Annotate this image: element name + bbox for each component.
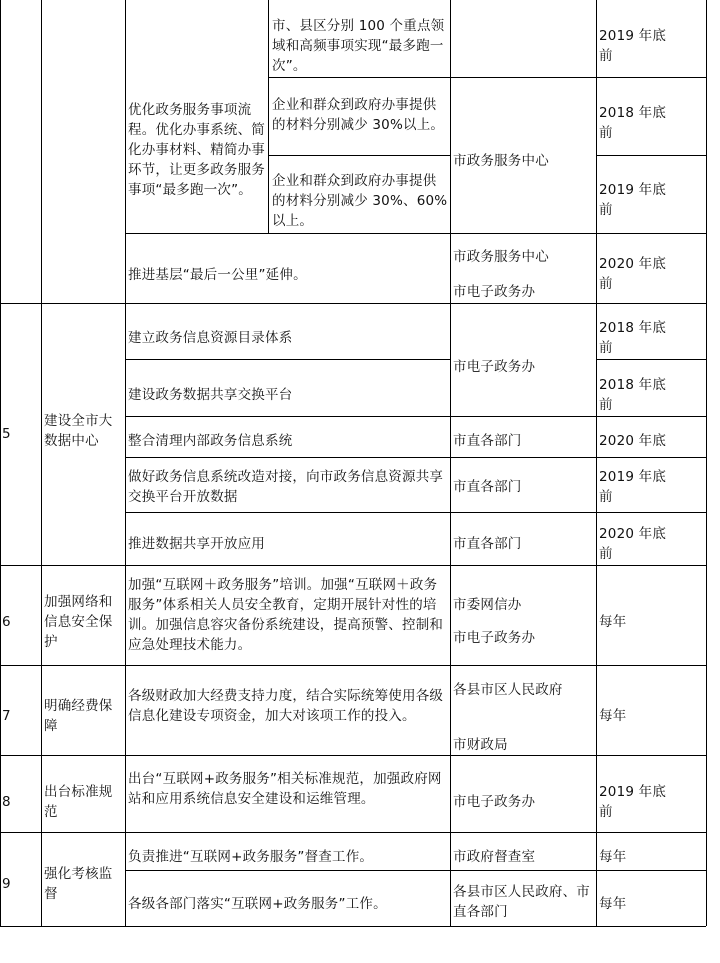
- task-cell: 建设政务数据共享交换平台: [128, 387, 293, 403]
- task-cell: 负责推进“互联网+政务服务”督查工作。: [128, 849, 374, 865]
- grid-line: [126, 233, 706, 234]
- grid-line: [0, 755, 706, 756]
- item-number: 5: [2, 426, 11, 442]
- department-cell: 市电子政务办: [453, 630, 536, 646]
- deadline-cell: 每年: [599, 708, 627, 724]
- deadline-cell: 2019 年底前: [599, 28, 667, 64]
- grid-line: [0, 926, 706, 927]
- department-cell: 市电子政务办: [453, 794, 536, 810]
- task-cell: 推进基层“最后一公里”延伸。: [128, 267, 307, 283]
- grid-line: [41, 0, 42, 926]
- grid-line: [0, 303, 706, 304]
- task-cell: 推进数据共享开放应用: [128, 536, 265, 552]
- grid-line: [597, 359, 706, 360]
- item-title: 强化考核监督: [44, 866, 113, 902]
- task-cell: 各级财政加大经费支持力度，结合实际统筹使用各级信息化建设专项资金，加大对该项工作的投入。: [128, 688, 444, 724]
- deadline-cell: 2019 年底前: [599, 182, 667, 218]
- deadline-cell: 每年: [599, 614, 627, 630]
- item-title: 建设全市大数据中心: [44, 413, 113, 449]
- deadline-cell: 2020 年底前: [599, 526, 667, 562]
- grid-line: [126, 416, 706, 417]
- task-cell: 整合清理内部政务信息系统: [128, 433, 293, 449]
- department-cell: 市政务服务中心: [453, 249, 549, 265]
- department-cell: 市财政局: [453, 737, 508, 753]
- item-title: 出台标准规范: [44, 784, 113, 820]
- task-cell: 做好政务信息系统改造对接，向市政务信息资源共享交换平台开放数据: [128, 469, 444, 505]
- grid-line: [269, 77, 450, 78]
- grid-line: [0, 832, 706, 833]
- grid-line: [450, 0, 451, 926]
- measure-cell: 企业和群众到政府办事提供的材料分别减少 30%、60%以上。: [272, 173, 448, 229]
- grid-line: [0, 665, 706, 666]
- department-cell: 市政务服务中心: [453, 153, 549, 169]
- department-cell: 市直各部门: [453, 433, 522, 449]
- item-title: 明确经费保障: [44, 698, 113, 734]
- department-cell: 市委网信办: [453, 597, 522, 613]
- department-cell: 市电子政务办: [453, 359, 536, 375]
- deadline-cell: 2018 年底前: [599, 377, 667, 413]
- department-cell: 各县市区人民政府、市直各部门: [453, 884, 590, 920]
- deadline-cell: 2019 年底前: [599, 469, 667, 505]
- grid-line: [125, 0, 126, 926]
- item-number: 6: [2, 614, 11, 630]
- grid-line: [126, 359, 450, 360]
- grid-line: [268, 0, 269, 233]
- grid-line: [0, 565, 706, 566]
- deadline-cell: 2018 年底前: [599, 320, 667, 356]
- deadline-cell: 2020 年底: [599, 433, 667, 449]
- item-title: 加强网络和信息安全保护: [44, 594, 113, 650]
- grid-line: [126, 512, 706, 513]
- item-number: 8: [2, 794, 11, 810]
- grid-line: [269, 155, 450, 156]
- deadline-cell: 2018 年底前: [599, 105, 667, 141]
- item-number: 9: [2, 876, 11, 892]
- task-cell: 建立政务信息资源目录体系: [128, 330, 293, 346]
- department-cell: 市直各部门: [453, 536, 522, 552]
- grid-line: [597, 155, 706, 156]
- task-cell: 优化政务服务事项流程。优化办事系统、简化办事材料、精简办事环节，让更多政务服务事项“最多跑一次”。: [128, 102, 265, 198]
- department-cell: 市直各部门: [453, 479, 522, 495]
- item-number: 7: [2, 708, 11, 724]
- grid-line: [126, 870, 706, 871]
- department-cell: 市政府督查室: [453, 849, 536, 865]
- task-cell: 各级各部门落实“互联网+政务服务”工作。: [128, 896, 387, 912]
- measure-cell: 市、县区分别 100 个重点领域和高频事项实现“最多跑一次”。: [272, 18, 445, 74]
- grid-line: [126, 457, 706, 458]
- grid-line: [596, 0, 597, 926]
- grid-line: [451, 77, 706, 78]
- deadline-cell: 2019 年底前: [599, 784, 667, 820]
- department-cell: 各县市区人民政府: [453, 682, 563, 698]
- measure-cell: 企业和群众到政府办事提供的材料分别减少 30%以上。: [272, 97, 445, 133]
- task-cell: 出台“互联网+政务服务”相关标准规范，加强政府网站和应用系统信息安全建设和运维管理。: [128, 771, 442, 807]
- grid-line: [0, 0, 1, 926]
- grid-line: [706, 0, 707, 926]
- deadline-cell: 每年: [599, 849, 627, 865]
- deadline-cell: 每年: [599, 896, 627, 912]
- task-cell: 加强“互联网＋政务服务”培训。加强“互联网＋政务服务”体系相关人员安全教育，定期开展针对性的培训。加强信息容灾备份系统建设，提高预警、控制和应急处理技术能力。: [128, 577, 444, 653]
- deadline-cell: 2020 年底前: [599, 256, 667, 292]
- department-cell: 市电子政务办: [453, 284, 536, 300]
